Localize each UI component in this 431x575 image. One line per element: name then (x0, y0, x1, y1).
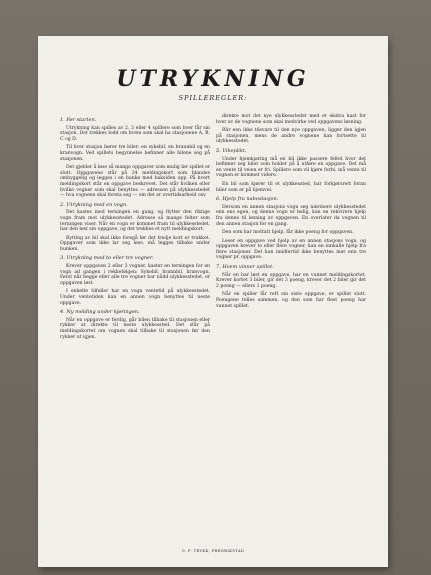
page-title: UTRYKNING (116, 66, 310, 92)
rule-paragraph: direkte mot det nye ulykkesstedet med et ekstra kast for hver av de vognene som skal medvirke ved oppgavens løsning. (216, 114, 366, 125)
section-heading: 1. Før starten. (60, 117, 97, 123)
rules-sheet (38, 36, 388, 567)
rule-paragraph: Utrykning kan spilles av 2, 3 eller 4 spillere som hver får sin stasjon. Det trekkes lodd om hvem som skal ha stasjonene A, B, C og D. (60, 125, 210, 142)
rule-paragraph: Dersom en annen stasjons vogn seg nærmere ulykkesstedet enn ens egen, og denne vogn er ledig, kan en rekvirere hjelp fra denne til løsning av oppgaven. En overlater da vognen til den annen stasjon for en gang. (216, 204, 366, 227)
rule-paragraph: Bytting av bil skal ikke foregå før det tredje kort er trukket. Oppgaver som ikke lar seg løse, må legges tilbake under bunken. (60, 235, 210, 252)
rule-paragraph: Det gjelder å løse så mange oppgaver som mulig før spillet er slutt. Oppgavene står på 24 meldingskort som blandes omhyggelig og legges i en bunke med baksiden opp. På hvert meldingskort står en oppgave beskrevet. Det står hvilken eller hvilke vogner som skal benyttes — adressen på ulykkesstedet — hva vognene skal foreta seg — om det er overtidsarbeid osv. (60, 165, 210, 199)
rule-section (60, 256, 210, 306)
rule-paragraph: Blir een ikke tilsvare til den nye oppgaven, ligger den igjen på stasjonen, mens de andre vognene kan fortsette til ulykkesstedet. (216, 128, 366, 145)
section-heading: 2. Utrykning med en vogn. (60, 201, 128, 208)
rule-paragraph: Til hver stasjon hører tre biler: en sykebil, en brannbil og en kranvogn. Ved spillets begynnelse befinner alle bilene seg på stasjonen. (60, 145, 210, 162)
section-heading: 5. Vikeplikt. (216, 147, 247, 154)
rule-paragraph: Krever oppgaven 2 eller 3 vogner, kaster en terningen for en vogn ad gangen i rekkefølgen: Sykebil, brannbil, kranvogn. Først når begge eller alle tre vogner har nådd ulykkesstedet, er oppgaven løst. (60, 264, 210, 286)
rule-section (60, 118, 210, 199)
rule-paragraph: En bil som kjører til et ulykkessted, har forkjørsrett foran biler som er på hjemvei. (216, 181, 366, 193)
section-heading: 7. Hvem vinner spillet. (216, 264, 274, 271)
section-heading: 6. Hjelp fra nabostasjon. (216, 196, 279, 203)
rule-paragraph: Når en oppgave er ferdig, går bilen tilbake til stasjonen eller rykker ut direkte til neste ulykkessted. Det står på meldingskortet om vognen skal tilbake til stasjonen før den rykker ut igjen. (60, 317, 210, 340)
rule-paragraph: Når en har løst en oppgave, har en vunnet meldingskortet. Krever kortet 3 biler, gir det 3 poeng, krever det 2 biler gir det 2 poeng — ellers 1 poeng. (216, 272, 366, 289)
rule-section (216, 149, 366, 193)
rule-paragraph: Under hjemkjøring må en bil ikke passere feltet hvor det befinner seg biler som holder på å utføre en oppgave. Det må en vente til veien er fri. Spillere som vil kjøre forbi, må vente til vognen er kommet videre. (216, 156, 366, 179)
right-column (216, 114, 366, 312)
section-heading: 3. Utrykning med to eller tre vogner. (60, 255, 154, 262)
section-heading: 4. Ny melding under kjøringen. (60, 309, 140, 316)
rule-paragraph: Det kastes med terningen en gang, og flytter den riktige vogn fram mot ulykkesstedet. Adresse så mange felter som terningen viser. Når en vogn er kommet fram til ulykkesstedet, har den løst sin oppgave, og det trekkes et nytt meldingskort. (60, 210, 210, 233)
rule-paragraph: Når en spiller får reft sin siste oppgave, er spillet slutt. Poengene telles sammen, og den som har flest poeng har vunnet spillet. (216, 292, 366, 309)
printer-footer: O. F. TRYKK, FREDRIKSTAD (181, 549, 245, 553)
rule-section (216, 114, 366, 145)
rule-section (60, 203, 210, 253)
rule-section (216, 265, 366, 309)
rule-paragraph: Leser en oppgave ved hjelp av en annen stasjons vogn, og oppgaven krever to eller flere vogner, kan en innkalle hjelp fra flere stasjoner. Det kan imidlertid ikke benyttes mer enn tre vogner pr. oppgave. (216, 238, 366, 261)
rule-section (216, 197, 366, 261)
page-subtitle: SPILLEREGLER: (178, 94, 248, 102)
rule-paragraph: I enkelte tilfeller har en vogn ventetid på ulykkesstedet. Under ventetiden kan en annen vogn benyttes til neste oppgave. (60, 289, 210, 306)
rule-paragraph: Den som har mottatt hjelp, får ikke poeng for oppgaven. (222, 230, 354, 236)
left-column (60, 114, 210, 343)
rule-section (60, 310, 210, 340)
